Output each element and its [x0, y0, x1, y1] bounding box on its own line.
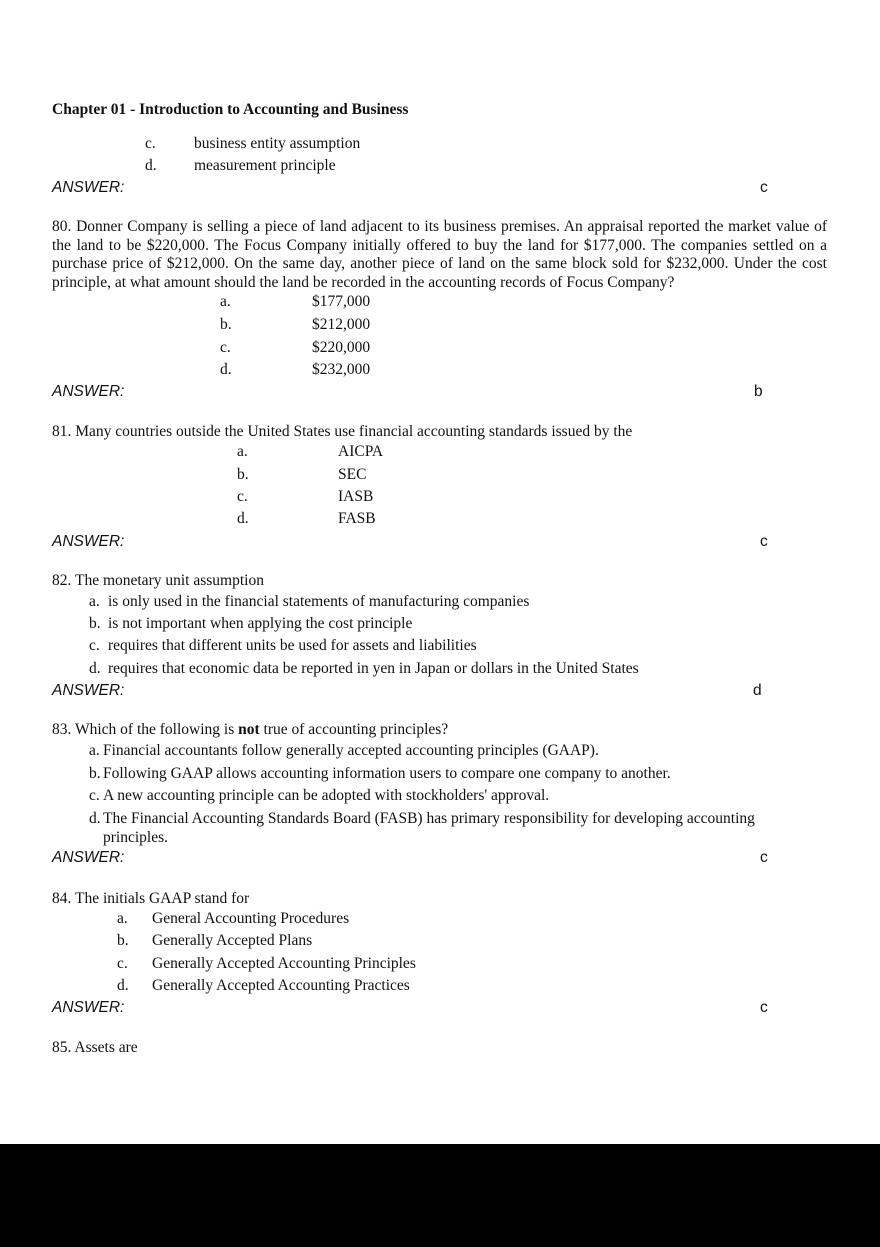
option-text: FASB — [338, 510, 376, 527]
option-letter: b. — [237, 466, 249, 483]
option-text: $212,000 — [312, 316, 371, 333]
option-text: requires that different units be used for assets and liabilities — [108, 637, 477, 654]
option-text: General Accounting Procedures — [152, 910, 350, 927]
question-stem: 81. Many countries outside the United States use financial accounting standards issued by the — [52, 423, 633, 440]
option-letter: d. — [89, 810, 101, 827]
option-letter: b. — [89, 615, 101, 632]
option-text: $177,000 — [312, 293, 371, 310]
answer-label: ANSWER: — [52, 383, 125, 400]
option-letter: c. — [89, 787, 100, 804]
answer-value: b — [754, 383, 763, 400]
option-letter: a. — [89, 593, 100, 610]
option-letter: b. — [89, 765, 101, 782]
option-text: Generally Accepted Accounting Principles — [152, 955, 416, 972]
option-text: AICPA — [338, 443, 384, 460]
option-letter: c. — [220, 339, 231, 356]
option-text: measurement principle — [194, 157, 336, 174]
option-text: Financial accountants follow generally accepted accounting principles (GAAP). — [103, 742, 599, 759]
option-text: $220,000 — [312, 339, 371, 356]
answer-label: ANSWER: — [52, 682, 125, 699]
answer-label: ANSWER: — [52, 179, 125, 196]
option-text: IASB — [338, 488, 374, 505]
answer-label: ANSWER: — [52, 999, 125, 1016]
option-text: The Financial Accounting Standards Board (FASB) has primary responsibility for developing accounting principles. — [103, 810, 755, 846]
option-text: requires that economic data be reported in yen in Japan or dollars in the United States — [108, 660, 639, 677]
option-text: is not important when applying the cost principle — [108, 615, 413, 632]
answer-label: ANSWER: — [52, 849, 125, 866]
option-text: Generally Accepted Plans — [152, 932, 313, 949]
option-letter: c. — [145, 135, 156, 152]
option-letter: b. — [117, 932, 129, 949]
bottom-black-band — [0, 1144, 880, 1247]
option-letter: c. — [89, 637, 100, 654]
option-letter: d. — [237, 510, 249, 527]
option-letter: d. — [145, 157, 157, 174]
option-text: is only used in the financial statements of manufacturing companies — [108, 593, 530, 610]
answer-value: c — [760, 533, 768, 550]
option-text: Following GAAP allows accounting information users to compare one company to another. — [103, 765, 671, 782]
option-letter: a. — [237, 443, 248, 460]
answer-label: ANSWER: — [52, 533, 125, 550]
question-stem: 82. The monetary unit assumption — [52, 572, 264, 589]
answer-value: c — [760, 849, 768, 866]
option-text: SEC — [338, 466, 367, 483]
question-stem: 84. The initials GAAP stand for — [52, 890, 250, 907]
option-letter: a. — [117, 910, 128, 927]
option-letter: b. — [220, 316, 232, 333]
option-letter: d. — [220, 361, 232, 378]
option-letter: d. — [89, 660, 101, 677]
chapter-title: Chapter 01 - Introduction to Accounting and Business — [52, 101, 409, 118]
question-stem: 80. Donner Company is selling a piece of land adjacent to its business premises. An appraisal reported the market value of the land to be $220,000. The Focus Company initially offered to buy the land for $177,000. The companies settled on a purchase price of $212,000. On the same day, another piece of land on the same block sold for $232,000. Under the cost principle, at what amount should the land be recorded in the accounting records of Focus Company? — [52, 218, 827, 291]
option-text: Generally Accepted Accounting Practices — [152, 977, 410, 994]
option-text: A new accounting principle can be adopted with stockholders' approval. — [103, 787, 550, 804]
answer-value: c — [760, 999, 768, 1016]
answer-value: c — [760, 179, 768, 196]
option-text: business entity assumption — [194, 135, 361, 152]
question-stem: 85. Assets are — [52, 1039, 138, 1056]
answer-value: d — [753, 682, 762, 699]
option-text: $232,000 — [312, 361, 371, 378]
emphasis-not: not — [238, 721, 260, 738]
option-letter: a. — [220, 293, 231, 310]
option-letter: c. — [117, 955, 128, 972]
option-letter: c. — [237, 488, 248, 505]
question-stem: 83. Which of the following is not true of accounting principles? — [52, 721, 449, 738]
option-letter: a. — [89, 742, 100, 759]
option-letter: d. — [117, 977, 129, 994]
